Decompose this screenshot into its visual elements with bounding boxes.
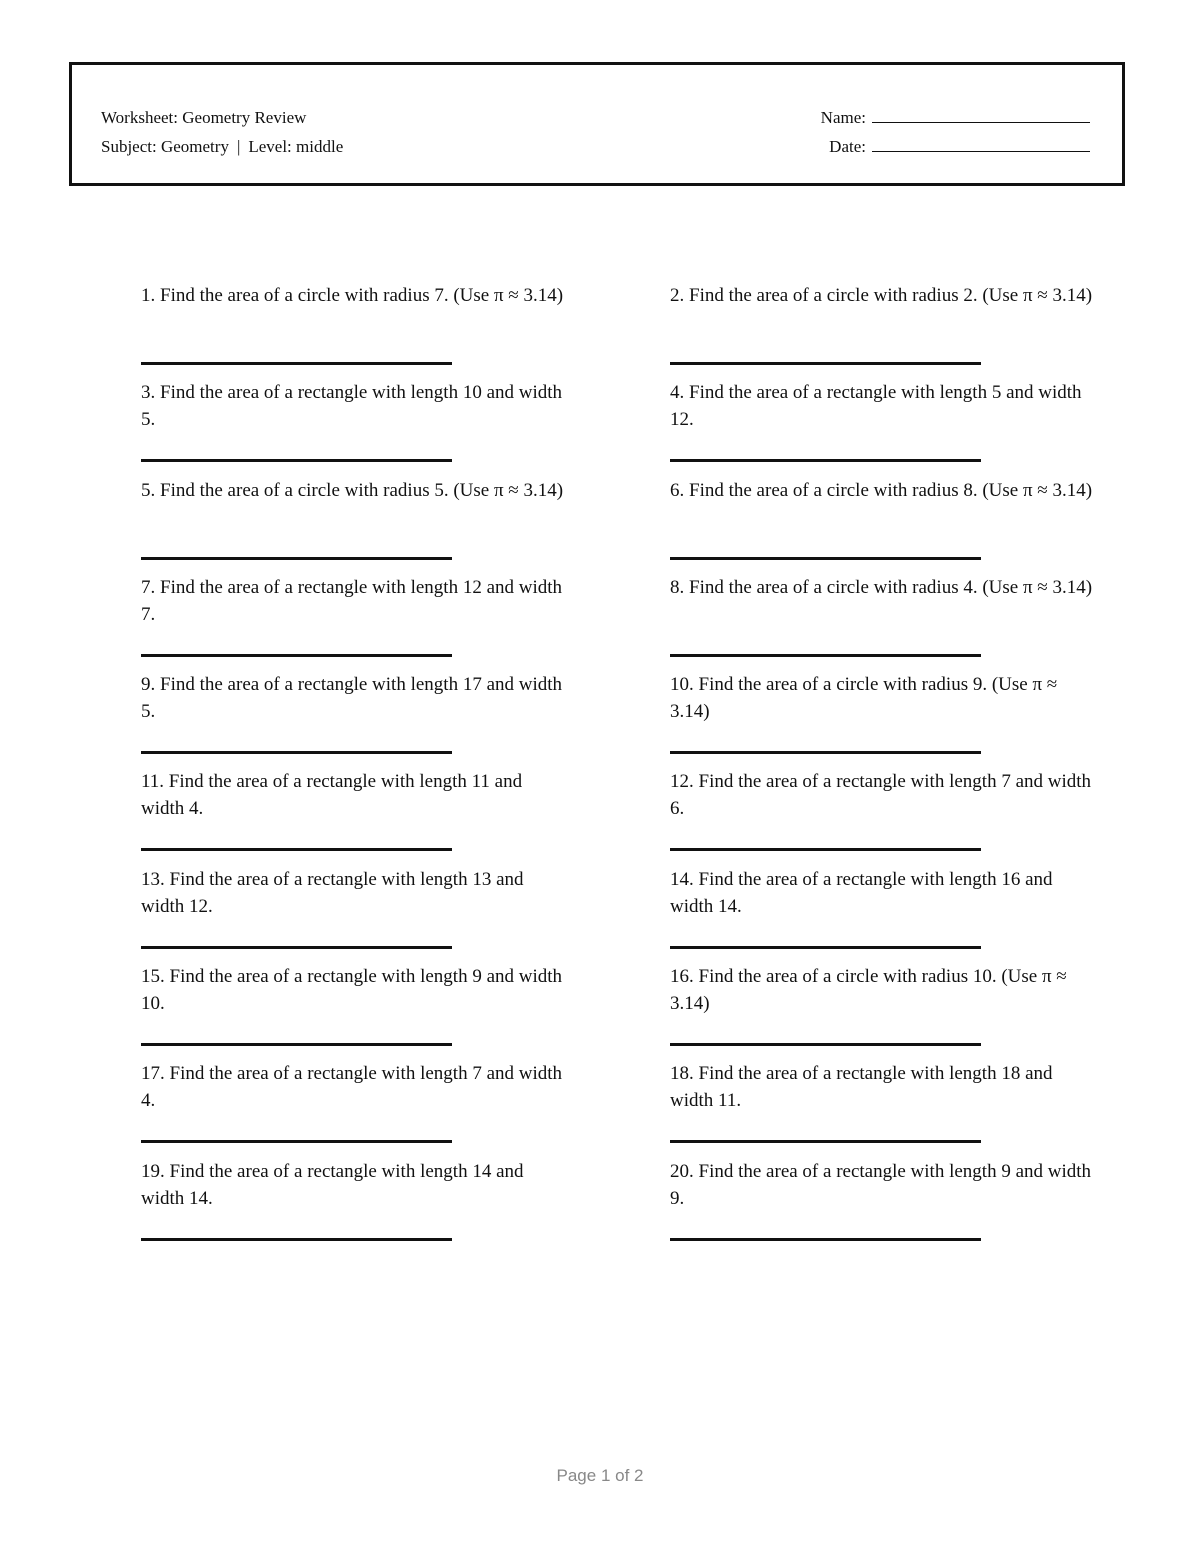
page-number: Page 1 of 2: [556, 1466, 644, 1485]
question-item: [141, 282, 569, 379]
answer-line[interactable]: [670, 1043, 981, 1046]
question-item: [670, 866, 1098, 963]
question-item: [141, 1060, 569, 1157]
name-label: Name:: [820, 108, 866, 127]
subject-text: Subject: Geometry: [101, 137, 229, 156]
answer-line[interactable]: [670, 946, 981, 949]
answer-line[interactable]: [141, 946, 452, 949]
question-item: [141, 963, 569, 1060]
question-item: [670, 574, 1098, 671]
answer-line[interactable]: [141, 459, 452, 462]
answer-line[interactable]: [141, 1238, 452, 1241]
question-text: 12. Find the area of a rectangle with length 7 and width 6.: [670, 771, 1092, 820]
answer-line[interactable]: [670, 848, 981, 851]
name-field[interactable]: [821, 103, 1090, 132]
answer-line[interactable]: [141, 557, 452, 560]
answer-line[interactable]: [670, 459, 981, 462]
answer-line[interactable]: [670, 362, 981, 365]
header-info: [101, 103, 343, 161]
question-item: [141, 1158, 569, 1255]
question-item: [670, 477, 1098, 574]
answer-line[interactable]: [670, 751, 981, 754]
question-text: 9. Find the area of a rectangle with length 17 and width 5.: [141, 674, 563, 723]
worksheet-header: [69, 62, 1125, 186]
question-text: 8. Find the area of a circle with radius 4. (Use π ≈ 3.14): [670, 576, 1093, 598]
answer-line[interactable]: [670, 654, 981, 657]
question-text: 11. Find the area of a rectangle with length 11 and width 4.: [141, 771, 523, 820]
question-text: 1. Find the area of a circle with radius 7. (Use π ≈ 3.14): [141, 285, 564, 306]
question-item: [670, 768, 1098, 865]
question-text: 13. Find the area of a rectangle with length 13 and width 12.: [141, 868, 524, 917]
question-text: 17. Find the area of a rectangle with length 7 and width 4.: [141, 1063, 563, 1112]
question-text: 14. Find the area of a rectangle with length 16 and width 14.: [670, 868, 1053, 917]
name-date-fields: [821, 103, 1090, 161]
answer-line[interactable]: [141, 362, 452, 365]
question-text: 4. Find the area of a rectangle with length 5 and width 12.: [670, 382, 1082, 431]
question-text: 19. Find the area of a rectangle with length 14 and width 14.: [141, 1160, 524, 1209]
question-item: [670, 379, 1098, 476]
question-text: 5. Find the area of a circle with radius 5. (Use π ≈ 3.14): [141, 479, 564, 501]
name-blank[interactable]: [872, 106, 1090, 123]
question-item: [141, 671, 569, 768]
question-item: [141, 768, 569, 865]
question-item: [670, 1158, 1098, 1255]
separator: |: [236, 137, 241, 156]
question-item: [141, 574, 569, 671]
question-text: 2. Find the area of a circle with radius 2. (Use π ≈ 3.14): [670, 285, 1093, 306]
subject-level-line: [101, 132, 343, 161]
date-label: Date:: [829, 137, 866, 156]
question-item: [141, 866, 569, 963]
answer-line[interactable]: [141, 751, 452, 754]
question-item: [670, 671, 1098, 768]
worksheet-title: Worksheet: Geometry Review: [101, 108, 307, 127]
answer-line[interactable]: [141, 1140, 452, 1143]
date-blank[interactable]: [872, 135, 1090, 152]
date-field[interactable]: [821, 132, 1090, 161]
answer-line[interactable]: [670, 1238, 981, 1241]
answer-line[interactable]: [670, 557, 981, 560]
question-text: 16. Find the area of a circle with radius 10. (Use π ≈ 3.14): [670, 966, 1067, 1015]
question-item: [141, 379, 569, 476]
question-item: [141, 477, 569, 574]
question-text: 3. Find the area of a rectangle with length 10 and width 5.: [141, 382, 563, 431]
answer-line[interactable]: [141, 654, 452, 657]
question-item: [670, 1060, 1098, 1157]
question-text: 7. Find the area of a rectangle with length 12 and width 7.: [141, 576, 563, 625]
question-grid: [141, 282, 1101, 1255]
answer-line[interactable]: [670, 1140, 981, 1143]
question-item: [670, 963, 1098, 1060]
question-text: 10. Find the area of a circle with radius 9. (Use π ≈ 3.14): [670, 674, 1058, 723]
level-text: Level: middle: [248, 137, 344, 156]
question-text: 18. Find the area of a rectangle with length 18 and width 11.: [670, 1063, 1053, 1112]
question-text: 15. Find the area of a rectangle with length 9 and width 10.: [141, 966, 563, 1015]
question-text: 6. Find the area of a circle with radius 8. (Use π ≈ 3.14): [670, 479, 1093, 501]
answer-line[interactable]: [141, 848, 452, 851]
answer-line[interactable]: [141, 1043, 452, 1046]
question-text: 20. Find the area of a rectangle with length 9 and width 9.: [670, 1160, 1092, 1209]
question-item: [670, 282, 1098, 379]
